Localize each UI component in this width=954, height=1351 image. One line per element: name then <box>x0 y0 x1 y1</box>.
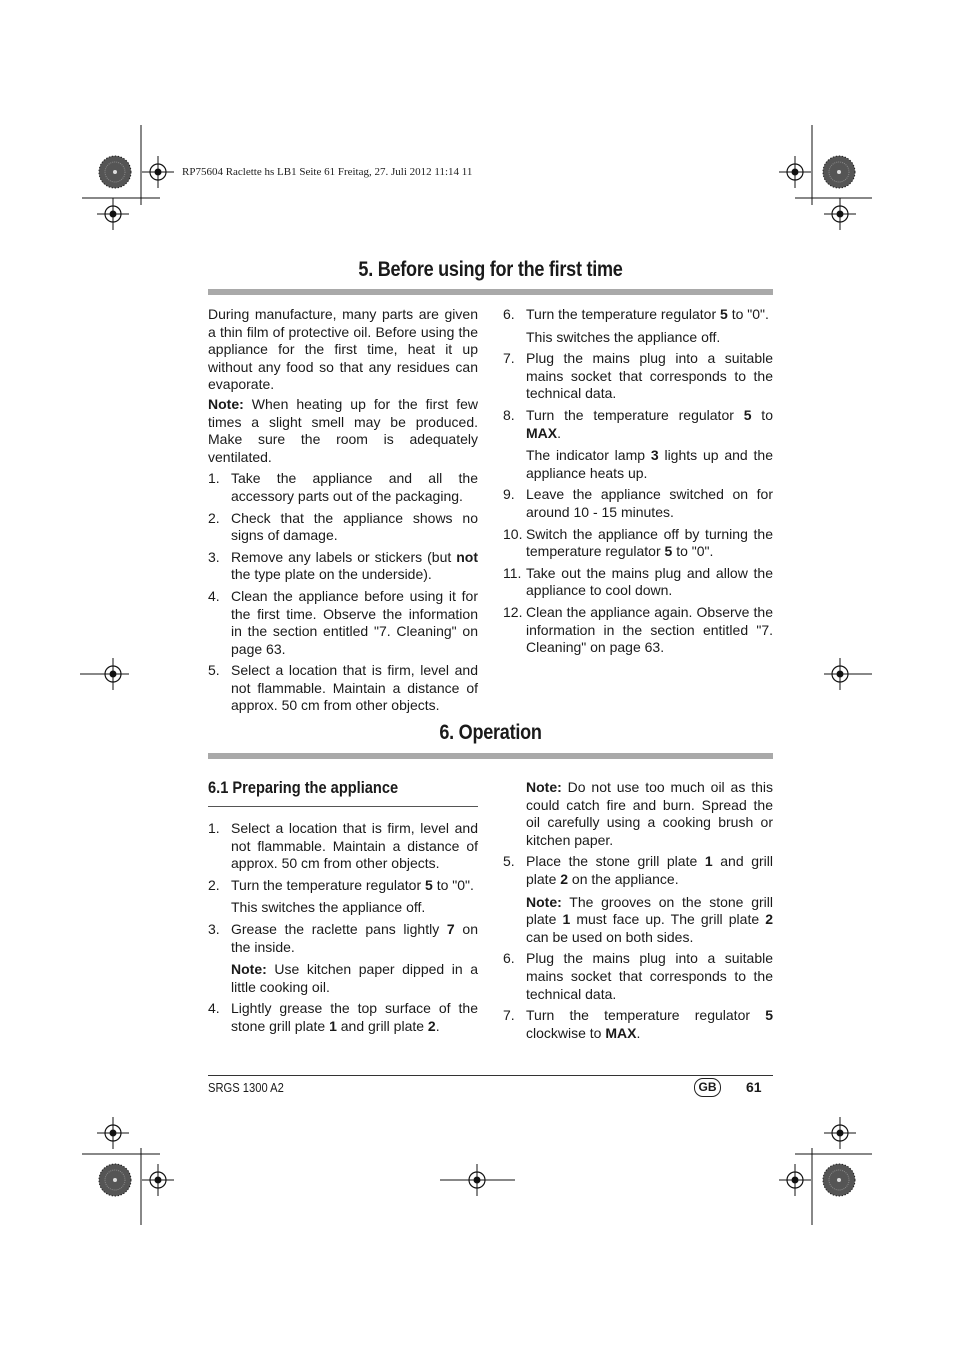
registration-mark-icon <box>779 1164 811 1196</box>
list-item: 7. Turn the temperature regulator 5 clockwise to MAX. <box>503 1007 773 1041</box>
list-item: 4. Clean the appliance before using it for the first time. Observe the information in the section entitled "7. Cleaning" on page 63. <box>208 587 478 657</box>
registration-mark-icon <box>97 1117 129 1149</box>
list-item: Note: Do not use too much oil as this could catch fire and burn. Spread the oil carefully using a cooking brush or kitchen paper. <box>526 779 773 848</box>
list-item: 9. Leave the appliance switched on for around 10 - 15 minutes. <box>503 486 773 520</box>
page-number: 61 <box>746 1079 762 1095</box>
note-label: Note: <box>208 395 244 412</box>
footer-rule <box>208 1075 773 1076</box>
list-item: 4. Lightly grease the top surface of the stone grill plate 1 and grill plate 2. <box>208 1000 478 1034</box>
section-5-title: 5. Before using for the first time <box>358 258 623 281</box>
list-item: 6. Turn the temperature regulator 5 to "0". This switches the appliance off. <box>503 306 769 345</box>
section-6-left-column <box>208 820 478 1040</box>
section-5-right-column <box>503 306 773 661</box>
model-number: SRGS 1300 A2 <box>208 1080 284 1095</box>
subsection-title: 6.1 Preparing the appliance <box>208 778 399 797</box>
language-badge: GB <box>694 1078 721 1097</box>
list-item: 11. Take out the mains plug and allow the appliance to cool down. <box>503 564 773 599</box>
section-6-right-column <box>503 779 773 1046</box>
list-item: 10. Switch the appliance off by turning the temperature regulator 5 to "0". <box>503 525 773 560</box>
section-6-title: 6. Operation <box>439 721 542 744</box>
list-item: 3. Grease the raclette pans lightly 7 on the inside. Note: Use kitchen paper dipped in a little cooking oil. <box>208 920 478 995</box>
note-paragraph <box>208 396 478 466</box>
list-item: 6. Plug the mains plug into a suitable mains socket that corresponds to the technical data. <box>503 950 773 1002</box>
list-item: 3. Remove any labels or stickers (but not the type plate on the underside). <box>208 548 478 583</box>
section-5-left-column <box>208 306 478 719</box>
note-text: When heating up for the first few times a slight smell may be produced. Make sure the room is adequately ventilated. <box>208 395 478 465</box>
section-5-rule <box>208 289 773 295</box>
color-wheel-icon <box>823 1164 855 1196</box>
registration-mark-icon <box>824 1117 856 1149</box>
section-6-rule <box>208 753 773 759</box>
color-wheel-icon <box>823 156 855 188</box>
registration-mark-icon <box>824 198 856 230</box>
registration-mark-icon <box>97 198 129 230</box>
registration-mark-icon <box>779 156 811 188</box>
list-item: 2. Check that the appliance shows no signs of damage. <box>208 509 478 544</box>
list-item: 12. Clean the appliance again. Observe the information in the section entitled "7. Cleaning" on page 63. <box>503 603 773 656</box>
list-item: 5. Select a location that is firm, level and not flammable. Maintain a distance of approx. 50 cm from other objects. <box>208 662 478 714</box>
list-item: 5. Place the stone grill plate 1 and grill plate 2 on the appliance. Note: The grooves on the stone grill plate 1 must face up. The grill plate 2 can be used on both sides. <box>503 853 774 945</box>
subsection-rule <box>208 806 478 807</box>
color-wheel-icon <box>99 1164 131 1196</box>
registration-mark-icon <box>142 156 174 188</box>
registration-mark-icon <box>142 1164 174 1196</box>
list-item: 2. Turn the temperature regulator 5 to "0". This switches the appliance off. <box>208 876 474 916</box>
print-header: RP75604 Raclette hs LB1 Seite 61 Freitag, 27. Juli 2012 11:14 11 <box>182 166 473 178</box>
list-item: 8. Turn the temperature regulator 5 to MAX. The indicator lamp 3 lights up and the appliance heats up. <box>503 406 773 481</box>
list-item: 7. Plug the mains plug into a suitable mains socket that corresponds to the technical data. <box>503 350 773 402</box>
intro-paragraph: During manufacture, many parts are given a thin film of protective oil. Before using the appliance for the first time, heat it up without any food so that any residues can evaporate. <box>208 306 478 393</box>
list-item: 1. Select a location that is firm, level and not flammable. Maintain a distance of approx. 50 cm from other objects. <box>208 820 478 872</box>
color-wheel-icon <box>99 156 131 188</box>
list-item: 1. Take the appliance and all the accessory parts out of the packaging. <box>208 470 478 504</box>
